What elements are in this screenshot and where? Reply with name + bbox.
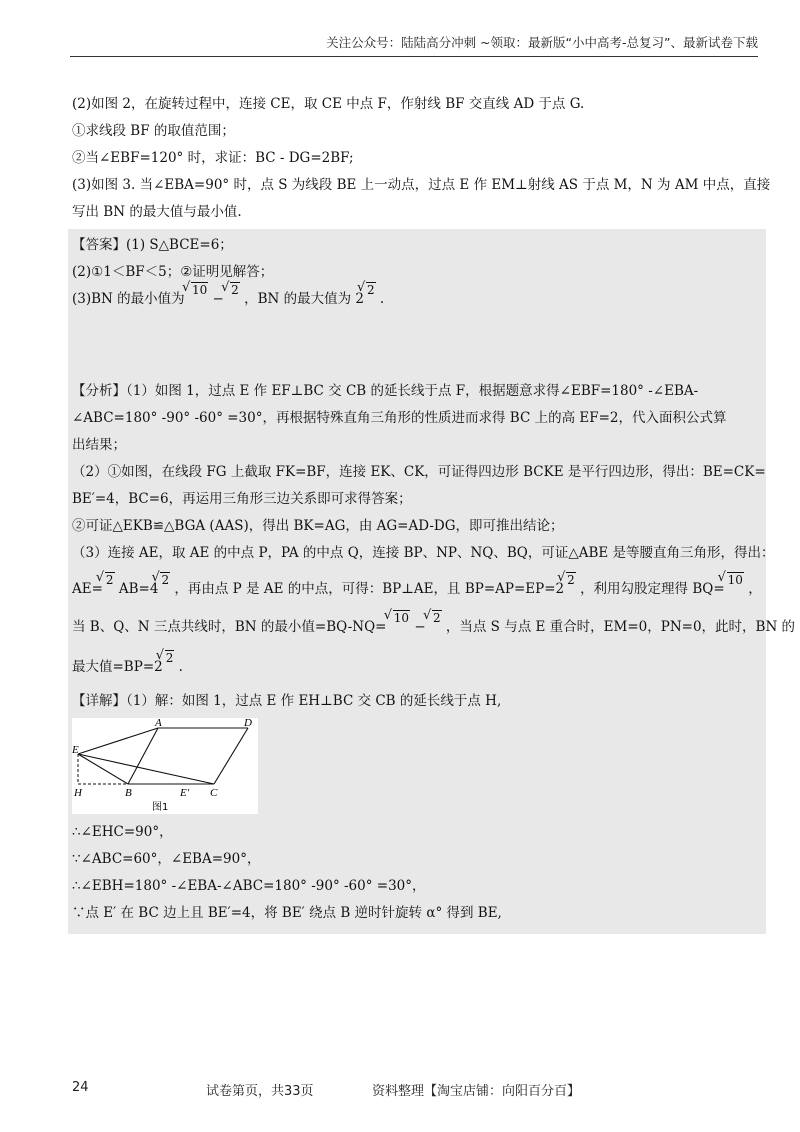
question-line-2: ①求线段 BF 的取值范围； [72,123,235,139]
document-body [72,94,796,934]
analysis-line-3: 出结果； [72,437,126,453]
analysis-line-9: 当 B、Q、N 三点共线时，BN 的最小值=BQ-NQ= √ 10 − √ 2 ，当点 S 与点 E 重合时，EM=0，PN=0，此时，BN 的 [72,617,762,637]
header-divider [70,56,758,57]
analysis-detail-block [68,367,796,934]
sqrt-2: √ 2 [366,282,376,297]
figure-caption: 图1 [152,802,169,813]
question-line-1: (2)如图 2，在旋转过程中，连接 CE，取 CE 中点 F，作射线 BF 交直线 AD 于点 G. [72,96,585,112]
question-line-5: 写出 BN 的最大值与最小值. [72,204,242,220]
label-E: E [72,744,79,756]
detail-line-4: ∴∠EBH=180° -∠EBA-∠ABC=180° -90° -60° =30°， [72,878,426,894]
answer-line-2: (2)①1＜BF＜5；②证明见解答； [72,264,274,280]
analysis-line-1: 【分析】（1）如图 1，过点 E 作 EF⊥BC 交 CB 的延长线于点 F，根据题意求得∠EBF=180° -∠EBA- [72,383,699,399]
detail-line-1: 【详解】（1）解：如图 1，过点 E 作 EH⊥BC 交 CB 的延长线于点 H, [72,693,502,709]
page-number: 24 [72,1080,89,1095]
figure-1 [72,718,258,814]
answer-line-3: (3)BN 的最小值为 √ 10 − √ 2 ，BN 的最大值为 2√ 2 . [72,289,762,309]
detail-line-5: ∵点 E′ 在 BC 边上且 BE′=4，将 BE′ 绕点 B 逆时针旋转 α° 得到 BE, [72,905,502,921]
analysis-line-5: BE′=4，BC=6，再运用三角形三边关系即可求得答案； [72,491,412,507]
detail-line-3: ∵∠ABC=60°，∠EBA=90°， [72,851,261,867]
label-E-prime: E′ [180,787,190,799]
answer-line-1: 【答案】(1) S△BCE=6； [72,237,233,253]
label-A: A [155,718,162,729]
label-D: D [244,718,252,729]
label-C: C [210,787,218,799]
sqrt-2: √ 2 [230,282,240,297]
figure-background [72,718,258,814]
answer-block [68,229,766,367]
question-line-3: ②当∠EBF=120° 时，求证：BC - DG=2BF; [72,150,354,166]
analysis-line-7: （3）连接 AE，取 AE 的中点 P，PA 的中点 Q，连接 BP、NP、NQ、BQ，可证△ABE 是等腰直角三角形，得出： [72,545,775,561]
analysis-line-2: ∠ABC=180° -90° -60° =30°，再根据特殊直角三角形的性质进而求得 BC 上的高 EF=2，代入面积公式算 [72,410,727,426]
source-info: 资料整理【淘宝店铺：向阳百分百】 [372,1084,581,1099]
analysis-line-10: 最大值=BP=2√ 2 . [72,657,762,677]
sqrt-10: √ 10 [191,282,208,297]
question-line-4: (3)如图 3. 当∠EBA=90° 时，点 S 为线段 BE 上一动点，过点 E 作 EM⊥射线 AS 于点 M，N 为 AM 中点，直接 [72,177,771,193]
analysis-line-6: ②可证△EKB≌△BGA (AAS)，得出 BK=AG，由 AG=AD-DG，即可推出结论； [72,518,564,534]
analysis-line-4: （2）①如图，在线段 FG 上截取 FK=BF，连接 EK、CK，可证得四边形 BCKE 是平行四边形，得出：BE=CK= [72,464,766,480]
label-H: H [74,787,82,799]
page-info: 试卷第页，共33页 [206,1084,314,1099]
geometry-figure-1 [72,718,258,814]
page-header: 关注公众号：陆陆高分冲刺 ~领取：最新版“小中高考-总复习”、最新试卷下载 [326,35,758,50]
detail-line-2: ∴∠EHC=90°， [72,824,173,840]
analysis-line-8: AE=√ 2 AB=4√ 2 ，再由点 P 是 AE 的中点，可得：BP⊥AE，且 BP=AP=EP=2√ 2 ，利用勾股定理得 BQ=√ 10 ， [72,579,762,599]
label-B: B [125,787,132,799]
